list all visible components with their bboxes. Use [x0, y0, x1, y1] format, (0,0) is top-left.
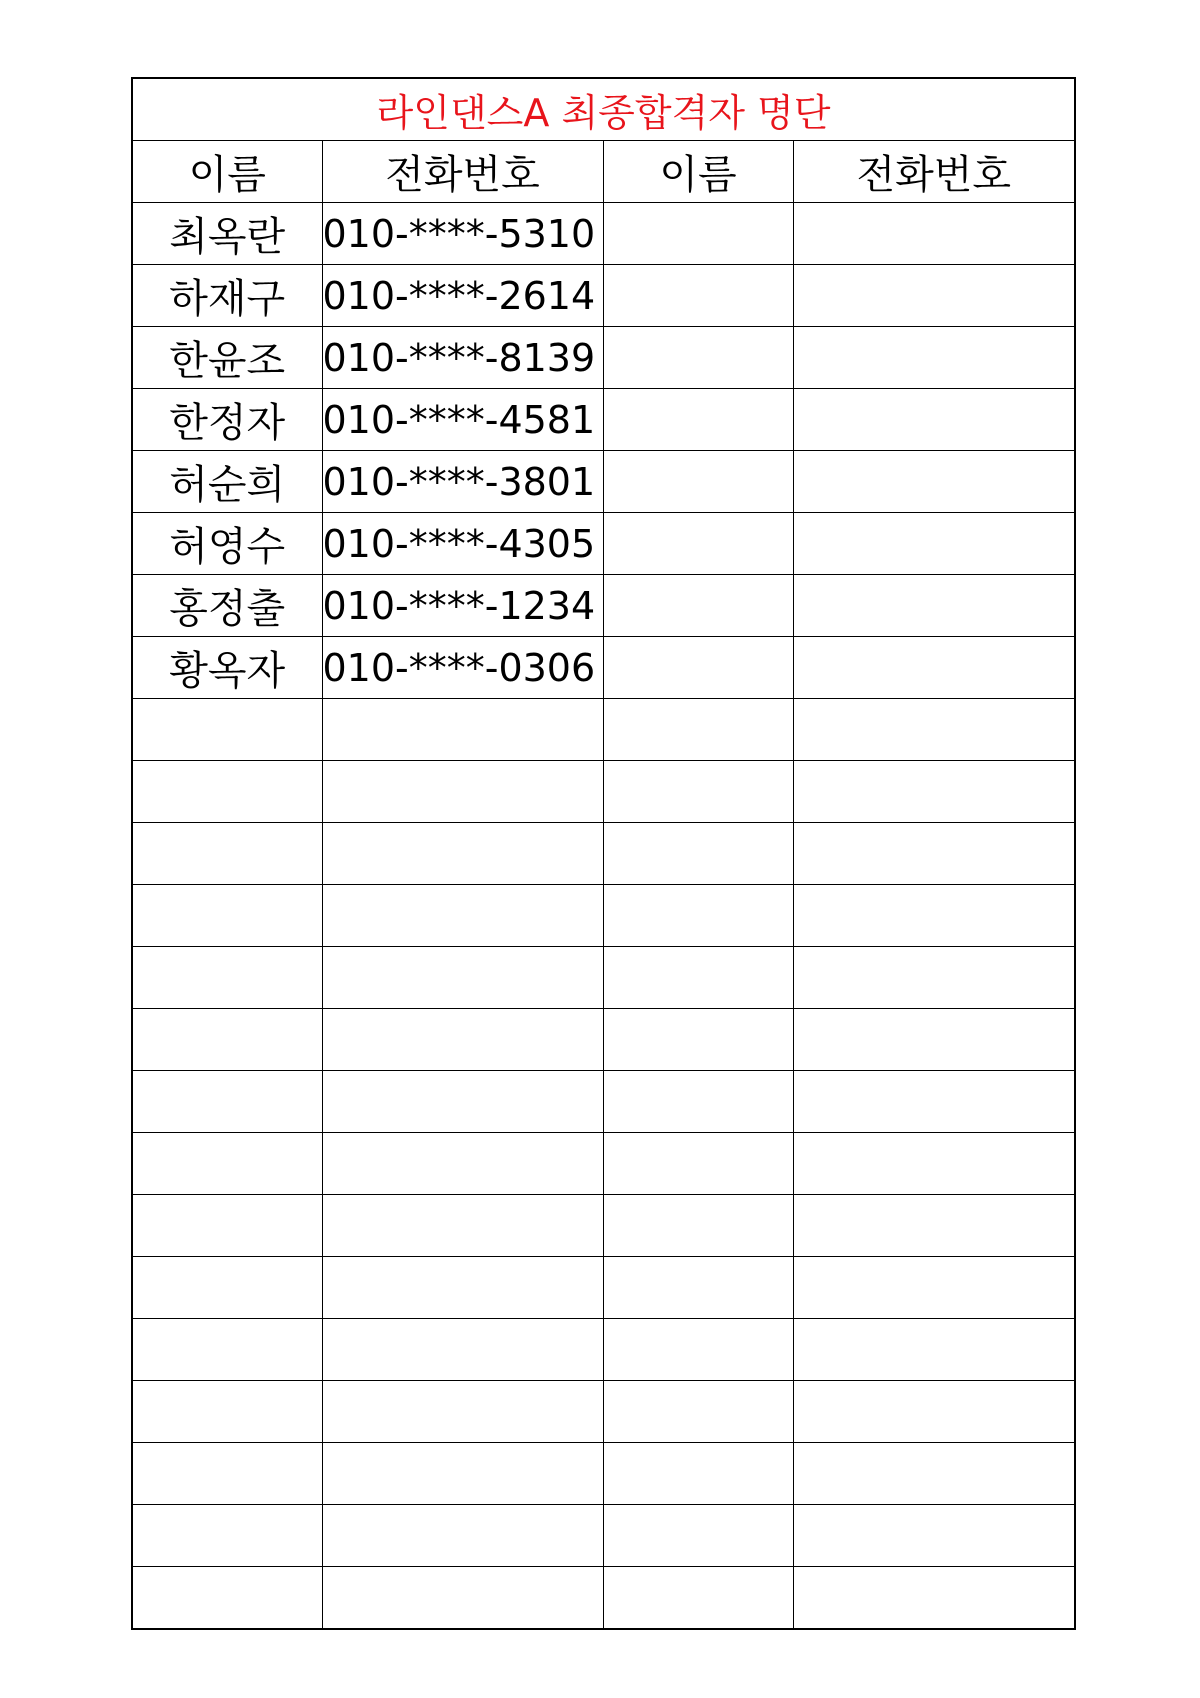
table-row	[132, 1257, 1075, 1319]
name-cell	[132, 823, 322, 885]
name-cell-2	[603, 885, 793, 947]
name-cell	[132, 1443, 322, 1505]
phone-cell-2	[793, 327, 1075, 389]
phone-cell-2	[793, 637, 1075, 699]
phone-cell-2	[793, 1443, 1075, 1505]
name-cell-2	[603, 761, 793, 823]
table-row	[132, 699, 1075, 761]
phone-cell-2	[793, 1257, 1075, 1319]
name-cell-2	[603, 823, 793, 885]
phone-cell-2	[793, 699, 1075, 761]
name-cell-2	[603, 513, 793, 575]
phone-cell: 010-****-4581	[322, 389, 603, 451]
phone-cell: 010-****-4305	[322, 513, 603, 575]
phone-cell: 010-****-2614	[322, 265, 603, 327]
name-cell-2	[603, 1009, 793, 1071]
name-cell: 한윤조	[132, 327, 322, 389]
name-cell-2	[603, 1505, 793, 1567]
name-cell-2	[603, 389, 793, 451]
phone-cell	[322, 1257, 603, 1319]
page-title: 라인댄스A 최종합격자 명단	[132, 78, 1075, 141]
phone-cell-2	[793, 1133, 1075, 1195]
phone-cell: 010-****-0306	[322, 637, 603, 699]
phone-cell-2	[793, 265, 1075, 327]
phone-cell	[322, 1381, 603, 1443]
phone-cell-2	[793, 1071, 1075, 1133]
name-cell: 하재구	[132, 265, 322, 327]
name-cell: 최옥란	[132, 203, 322, 265]
table-row	[132, 1195, 1075, 1257]
phone-cell-2	[793, 1009, 1075, 1071]
column-header-phone: 전화번호	[322, 141, 603, 203]
table-row	[132, 761, 1075, 823]
name-cell	[132, 1505, 322, 1567]
phone-cell-2	[793, 1567, 1075, 1630]
phone-cell	[322, 1567, 603, 1630]
roster-body	[132, 203, 1075, 1630]
phone-cell-2	[793, 823, 1075, 885]
name-cell-2	[603, 699, 793, 761]
phone-cell	[322, 1319, 603, 1381]
table-row	[132, 823, 1075, 885]
phone-cell: 010-****-5310	[322, 203, 603, 265]
table-row	[132, 451, 1075, 513]
name-cell-2	[603, 1319, 793, 1381]
header-row	[132, 141, 1075, 203]
phone-cell	[322, 1009, 603, 1071]
table-row	[132, 1319, 1075, 1381]
table-row	[132, 513, 1075, 575]
phone-cell	[322, 885, 603, 947]
name-cell-2	[603, 575, 793, 637]
title-row	[132, 78, 1075, 141]
name-cell	[132, 1381, 322, 1443]
name-cell-2	[603, 1567, 793, 1630]
name-cell	[132, 1071, 322, 1133]
phone-cell	[322, 1195, 603, 1257]
phone-cell	[322, 947, 603, 1009]
phone-cell-2	[793, 575, 1075, 637]
name-cell-2	[603, 451, 793, 513]
table-row	[132, 947, 1075, 1009]
phone-cell-2	[793, 761, 1075, 823]
name-cell-2	[603, 327, 793, 389]
name-cell: 한정자	[132, 389, 322, 451]
name-cell	[132, 1133, 322, 1195]
name-cell	[132, 761, 322, 823]
name-cell	[132, 1319, 322, 1381]
table-row	[132, 1071, 1075, 1133]
phone-cell-2	[793, 947, 1075, 1009]
phone-cell-2	[793, 1505, 1075, 1567]
table-row	[132, 1009, 1075, 1071]
name-cell	[132, 1195, 322, 1257]
name-cell-2	[603, 1381, 793, 1443]
table-row	[132, 1443, 1075, 1505]
phone-cell: 010-****-3801	[322, 451, 603, 513]
table-row	[132, 1505, 1075, 1567]
phone-cell-2	[793, 203, 1075, 265]
name-cell-2	[603, 1195, 793, 1257]
phone-cell	[322, 1133, 603, 1195]
roster-table	[131, 77, 1076, 1630]
phone-cell	[322, 1443, 603, 1505]
name-cell-2	[603, 1071, 793, 1133]
phone-cell: 010-****-8139	[322, 327, 603, 389]
name-cell	[132, 1567, 322, 1630]
table-row	[132, 265, 1075, 327]
table-row	[132, 1133, 1075, 1195]
phone-cell-2	[793, 885, 1075, 947]
name-cell: 허순희	[132, 451, 322, 513]
name-cell	[132, 1009, 322, 1071]
table-row	[132, 575, 1075, 637]
phone-cell-2	[793, 1195, 1075, 1257]
name-cell-2	[603, 203, 793, 265]
name-cell-2	[603, 1257, 793, 1319]
phone-cell	[322, 761, 603, 823]
phone-cell: 010-****-1234	[322, 575, 603, 637]
phone-cell	[322, 699, 603, 761]
name-cell: 허영수	[132, 513, 322, 575]
name-cell	[132, 947, 322, 1009]
table-row	[132, 885, 1075, 947]
column-header-phone-2: 전화번호	[793, 141, 1075, 203]
table-row	[132, 1567, 1075, 1630]
name-cell	[132, 885, 322, 947]
name-cell	[132, 699, 322, 761]
phone-cell	[322, 1505, 603, 1567]
phone-cell-2	[793, 1319, 1075, 1381]
name-cell: 황옥자	[132, 637, 322, 699]
table-row	[132, 203, 1075, 265]
table-row	[132, 637, 1075, 699]
name-cell	[132, 1257, 322, 1319]
phone-cell-2	[793, 513, 1075, 575]
table-row	[132, 389, 1075, 451]
table-row	[132, 1381, 1075, 1443]
phone-cell	[322, 823, 603, 885]
name-cell-2	[603, 637, 793, 699]
name-cell-2	[603, 1443, 793, 1505]
name-cell: 홍정출	[132, 575, 322, 637]
column-header-name-2: 이름	[603, 141, 793, 203]
phone-cell	[322, 1071, 603, 1133]
phone-cell-2	[793, 451, 1075, 513]
name-cell-2	[603, 265, 793, 327]
column-header-name: 이름	[132, 141, 322, 203]
name-cell-2	[603, 947, 793, 1009]
phone-cell-2	[793, 389, 1075, 451]
name-cell-2	[603, 1133, 793, 1195]
table-row	[132, 327, 1075, 389]
phone-cell-2	[793, 1381, 1075, 1443]
